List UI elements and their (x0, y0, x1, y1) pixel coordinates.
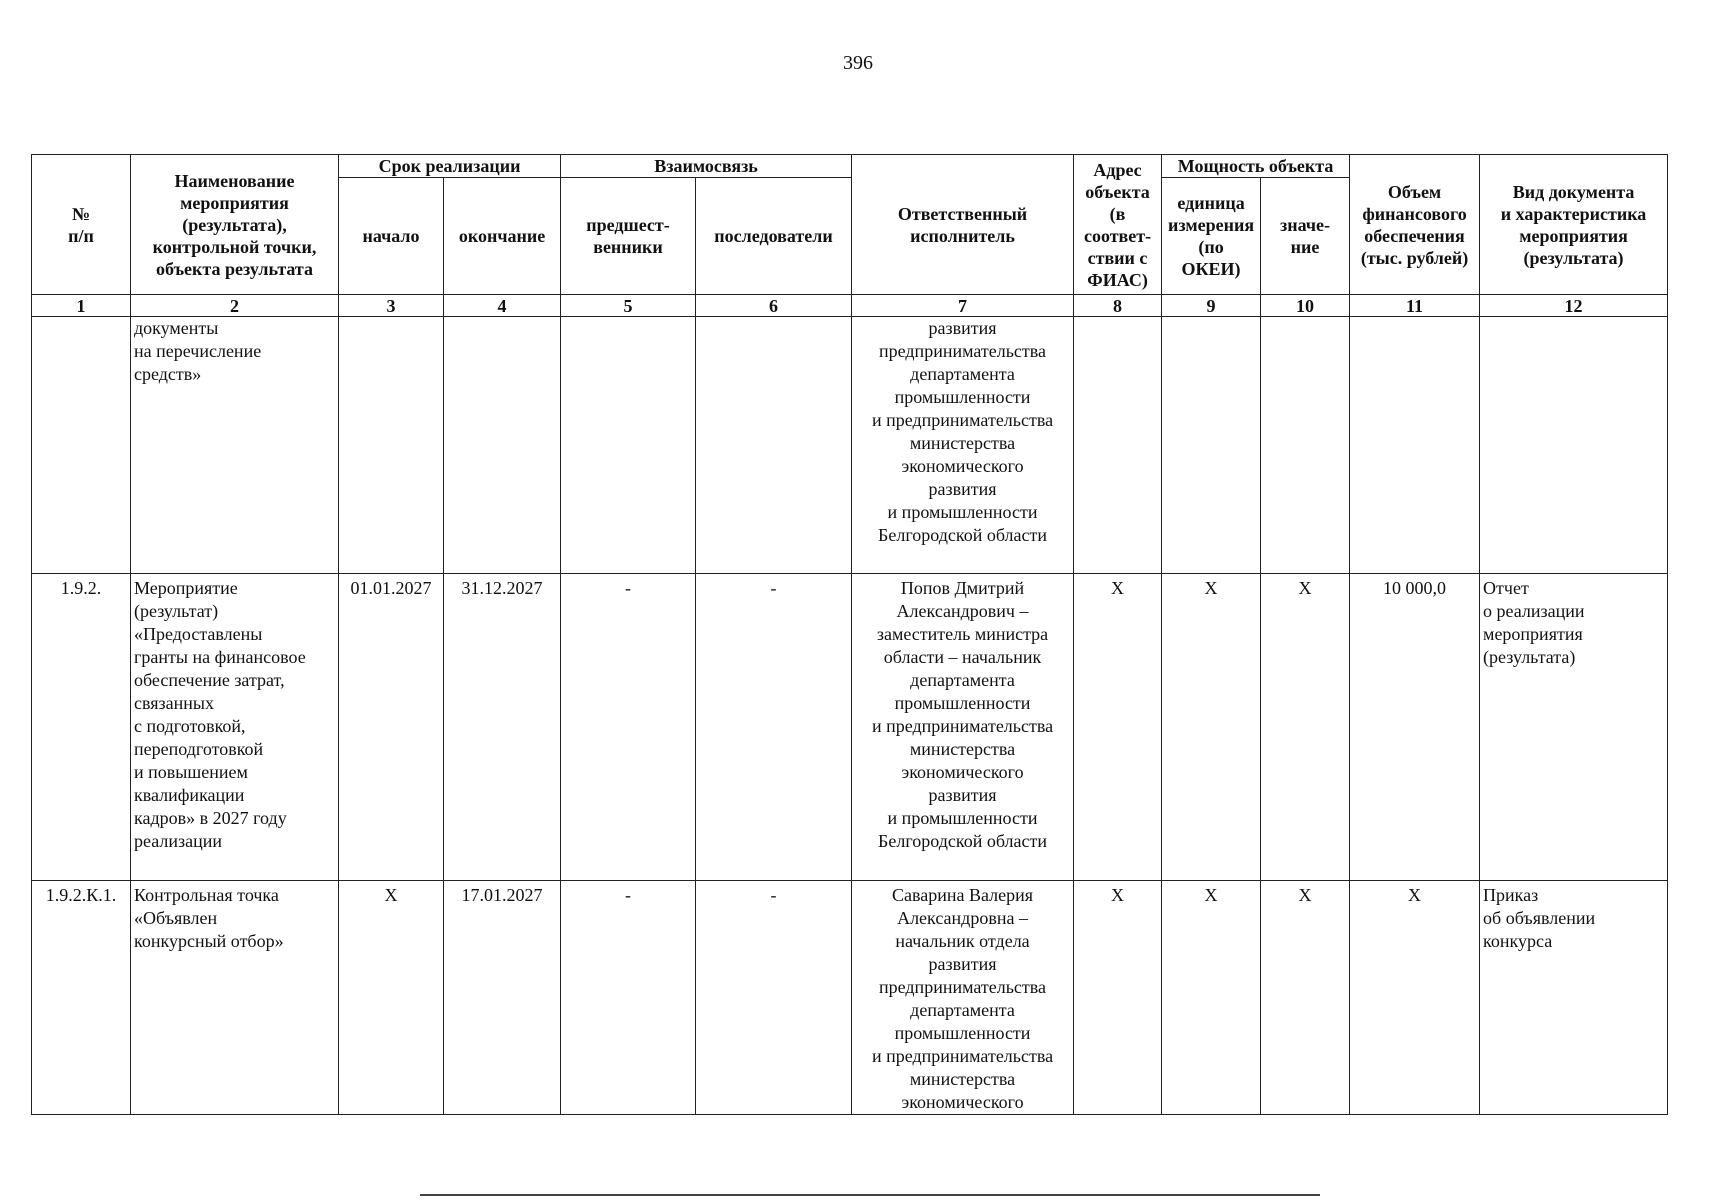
header-predecessors: предшест- венники (561, 178, 696, 295)
header-period-group: Срок реализации (339, 155, 561, 178)
cell-document: Отчет о реализации мероприятия (результата) (1480, 574, 1668, 881)
cell-name: документы на перечисление средств» (131, 317, 339, 574)
cell-unit (1162, 317, 1261, 574)
header-name: Наименование мероприятия (результата), контрольной точки, объекта результата (131, 155, 339, 295)
column-number: 3 (339, 295, 444, 317)
table-row-1-9-2-k-1 (32, 881, 1668, 1115)
cell-address: X (1074, 574, 1162, 881)
cell-end: 31.12.2027 (444, 574, 561, 881)
header-address: Адрес объекта (в соответ- ствии с ФИАС) (1074, 155, 1162, 295)
header-document: Вид документа и характеристика мероприятия (результата) (1480, 155, 1668, 295)
column-number: 10 (1261, 295, 1350, 317)
cell-start: 01.01.2027 (339, 574, 444, 881)
cell-start (339, 317, 444, 574)
page-number: 396 (843, 52, 873, 74)
cell-document (1480, 317, 1668, 574)
table-row-continuation (32, 317, 1668, 574)
cell-responsible: Попов Дмитрий Александрович – заместитель министра области – начальник департамента промышленности и предпринимательства министерства экономического развития и промышленности Белгородской области (852, 574, 1074, 881)
cell-value (1261, 317, 1350, 574)
cell-unit: X (1162, 574, 1261, 881)
cell-successors: - (696, 881, 852, 1115)
cell-start: X (339, 881, 444, 1115)
cell-successors: - (696, 574, 852, 881)
header-financing: Объем финансового обеспечения (тыс. рублей) (1350, 155, 1480, 295)
cell-financing (1350, 317, 1480, 574)
cell-predecessors: - (561, 881, 696, 1115)
cell-responsible: развития предпринимательства департамента промышленности и предпринимательства министерства экономического развития и промышленности Белгородской области (852, 317, 1074, 574)
cell-successors (696, 317, 852, 574)
cell-num: 1.9.2. (32, 574, 131, 881)
header-capacity-group: Мощность объекта (1162, 155, 1350, 178)
cell-document: Приказ об объявлении конкурса (1480, 881, 1668, 1115)
cell-end: 17.01.2027 (444, 881, 561, 1115)
header-row-1 (32, 155, 1668, 178)
header-num: № п/п (32, 155, 131, 295)
cell-num: 1.9.2.К.1. (32, 881, 131, 1115)
scan-edge-line (420, 1194, 1320, 1196)
table-row-1-9-2 (32, 574, 1668, 881)
cell-unit: X (1162, 881, 1261, 1115)
column-number: 1 (32, 295, 131, 317)
column-number: 7 (852, 295, 1074, 317)
column-number: 11 (1350, 295, 1480, 317)
plan-table (31, 154, 1668, 1115)
column-number-row (32, 295, 1668, 317)
column-number: 5 (561, 295, 696, 317)
column-number: 8 (1074, 295, 1162, 317)
column-number: 4 (444, 295, 561, 317)
cell-end (444, 317, 561, 574)
header-start: начало (339, 178, 444, 295)
column-number: 9 (1162, 295, 1261, 317)
header-link-group: Взаимосвязь (561, 155, 852, 178)
cell-predecessors (561, 317, 696, 574)
column-number: 6 (696, 295, 852, 317)
cell-responsible: Саварина Валерия Александровна – начальник отдела развития предпринимательства департамента промышленности и предпринимательства министерства экономического (852, 881, 1074, 1115)
cell-financing: X (1350, 881, 1480, 1115)
cell-value: X (1261, 574, 1350, 881)
header-successors: последователи (696, 178, 852, 295)
column-number: 12 (1480, 295, 1668, 317)
column-number: 2 (131, 295, 339, 317)
header-end: окончание (444, 178, 561, 295)
header-responsible: Ответственный исполнитель (852, 155, 1074, 295)
cell-name: Контрольная точка «Объявлен конкурсный отбор» (131, 881, 339, 1115)
cell-address (1074, 317, 1162, 574)
cell-name: Мероприятие (результат) «Предоставлены гранты на финансовое обеспечение затрат, связанных с подготовкой, переподготовкой и повышением квалификации кадров» в 2027 году реализации (131, 574, 339, 881)
cell-value: X (1261, 881, 1350, 1115)
cell-financing: 10 000,0 (1350, 574, 1480, 881)
header-unit: единица измерения (по ОКЕИ) (1162, 178, 1261, 295)
cell-predecessors: - (561, 574, 696, 881)
header-value: значе- ние (1261, 178, 1350, 295)
cell-address: X (1074, 881, 1162, 1115)
cell-num (32, 317, 131, 574)
